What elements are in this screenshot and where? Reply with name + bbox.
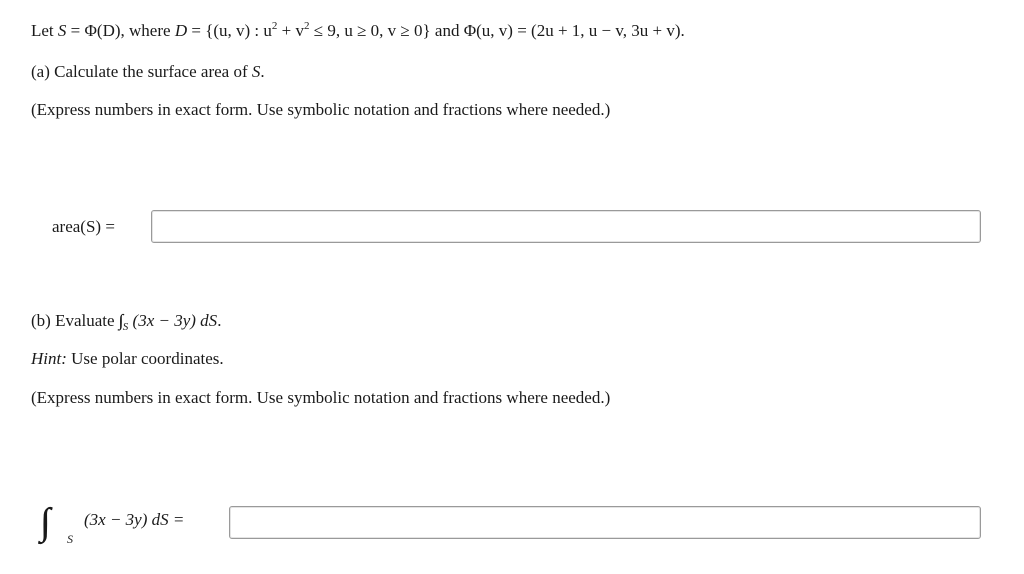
part-b-prompt-text: (b) Evaluate [31,311,115,330]
surface-symbol: S [57,21,67,40]
let-word: Let [31,21,54,40]
part-b-format-note: (Express numbers in exact form. Use symbolic notation and fractions where needed.) [31,388,611,407]
parametrization-definition: and Φ(u, v) = (2u + 1, u − v, 3u + v). [434,21,685,40]
equals-sign: = [70,21,81,40]
integrand-expression: (3x − 3y) dS [132,311,218,330]
set-def-plus-v: + v [277,21,304,40]
hint-label: Hint: [31,349,67,368]
area-answer-input[interactable] [151,210,981,243]
double-integral-sign-large: ∫∫ [40,501,41,543]
problem-statement [31,20,685,42]
part-a-prompt-text: (a) Calculate the surface area of [31,62,248,81]
part-b-period: . [217,311,222,330]
equals-sign: = [191,21,201,40]
part-a-period: . [260,62,265,81]
integral-answer-input[interactable] [229,506,981,539]
domain-symbol: D [174,21,188,40]
domain-definition [205,21,430,40]
integral-region-symbol: S [122,321,129,333]
set-def-part: {(u, v) : u [205,21,272,40]
integral-region-subscript: S [67,532,73,546]
part-a-format-note: (Express numbers in exact form. Use symbolic notation and fractions where needed.) [31,100,611,119]
integral-answer-integrand: (3x − 3y) dS = [84,510,185,529]
part-b-prompt [31,310,221,332]
phi-of-d: Φ(D), where [84,21,171,40]
set-def-constraints: ≤ 9, u ≥ 0, v ≥ 0} [309,21,431,40]
area-answer-label: area(S) = [52,217,115,236]
part-a-prompt [31,61,265,83]
part-a-surface-symbol: S [251,62,261,81]
hint-text: Use polar coordinates. [71,349,224,368]
part-b-hint [31,348,224,370]
exponent-two: 2 [271,20,278,32]
exponent-two: 2 [304,20,310,32]
